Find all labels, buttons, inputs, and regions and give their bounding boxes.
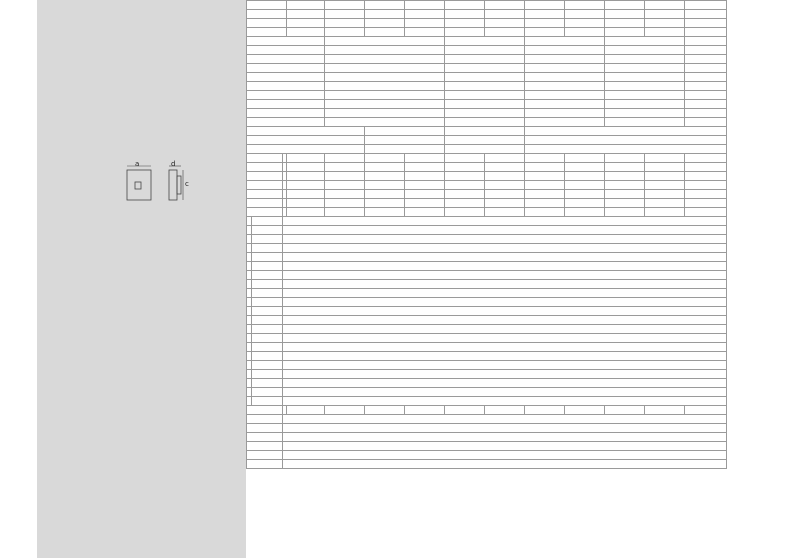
page-separate-item xyxy=(253,361,285,369)
grid-vline xyxy=(484,0,485,36)
mark-attached-item xyxy=(284,244,306,252)
grid-vline xyxy=(364,153,365,216)
value-dim-a xyxy=(602,154,642,162)
label-separate-item xyxy=(115,316,187,324)
value-connection xyxy=(284,217,486,225)
grid-vline xyxy=(324,0,325,36)
code-attached-item xyxy=(235,253,249,261)
value-capacity xyxy=(604,55,676,63)
value-capacity xyxy=(604,64,676,72)
label-dim-a xyxy=(264,154,286,162)
header-cell-pole xyxy=(524,0,566,5)
value-capacity xyxy=(684,82,756,90)
value-ui-ac xyxy=(524,10,566,18)
value-dim-b xyxy=(284,163,326,171)
header-cell-pole xyxy=(484,0,526,5)
code-separate-item xyxy=(233,289,253,297)
mark-separate-item xyxy=(284,352,306,360)
value-reverse xyxy=(246,145,308,153)
mark-separate-item xyxy=(284,316,306,324)
label-separate-item xyxy=(115,325,187,333)
label-dim-b xyxy=(264,163,286,171)
label-capacity xyxy=(37,75,79,83)
header-cell-pole xyxy=(324,0,366,5)
label-separate-item xyxy=(115,352,187,360)
value-capacity xyxy=(444,46,516,54)
value-capacity xyxy=(604,46,676,54)
mark-attached-item xyxy=(284,235,306,243)
value-dim-a xyxy=(402,154,442,162)
label-cap-ac xyxy=(147,46,179,54)
value-ui-ac xyxy=(444,10,486,18)
dim-label-d: d xyxy=(171,160,176,168)
value-ccc-cert xyxy=(684,406,766,414)
mark-attached-item xyxy=(284,226,306,234)
label-band-accessories xyxy=(37,225,246,405)
page-attached-item xyxy=(249,244,281,252)
value-ui-dc xyxy=(524,19,566,27)
value-capacity xyxy=(524,73,596,81)
code-separate-item xyxy=(233,361,253,369)
grid-vline xyxy=(444,0,445,36)
label-cap-voltage xyxy=(203,82,249,90)
page-separate-item xyxy=(253,343,285,351)
label-features xyxy=(37,460,239,468)
page-separate-item xyxy=(253,307,285,315)
label-standards xyxy=(37,406,99,414)
mark-separate-item xyxy=(284,325,306,333)
value-ui-ac xyxy=(324,10,366,18)
label-cap-voltage xyxy=(203,64,249,72)
label-attached-item xyxy=(115,235,217,243)
value-weight xyxy=(284,208,324,216)
dim-label-c: c xyxy=(185,180,189,188)
label-dim-c xyxy=(264,172,286,180)
value-capacity xyxy=(684,55,756,63)
label-trip-button xyxy=(37,451,239,459)
value-weight xyxy=(642,208,682,216)
page-attached-item xyxy=(249,235,281,243)
code-attached-item xyxy=(235,262,249,270)
value-capacity xyxy=(444,64,516,72)
value-weight xyxy=(522,208,562,216)
grid-vline xyxy=(524,153,525,216)
value-ui-dc xyxy=(444,19,486,27)
value-dim-a xyxy=(562,154,602,162)
code-separate-item xyxy=(233,343,253,351)
label-standard-gb xyxy=(99,406,251,414)
value-ui-ac xyxy=(246,10,288,18)
label-attached-item xyxy=(115,244,217,252)
label-cap-ac xyxy=(147,73,179,81)
header-cell-pole xyxy=(286,0,328,5)
label-standard-en xyxy=(99,415,251,423)
value-capacity xyxy=(684,46,756,54)
label-trip-method xyxy=(37,442,239,450)
grid-vline xyxy=(564,153,565,216)
value-ui-dc xyxy=(246,19,288,27)
value-ccc-cert xyxy=(364,406,446,414)
value-dc-use xyxy=(404,127,481,135)
value-weight xyxy=(322,208,362,216)
label-dc-use xyxy=(37,127,239,135)
label-std-jis xyxy=(77,82,149,90)
code-separate-item xyxy=(233,370,253,378)
code-separate-item xyxy=(233,307,253,315)
value-dim-a xyxy=(642,154,682,162)
value-capacity xyxy=(604,73,676,81)
label-separate xyxy=(37,289,99,297)
value-capacity xyxy=(604,100,676,108)
value-ccc-cert xyxy=(284,406,366,414)
label-ui-dc xyxy=(217,19,247,27)
value-dim-a xyxy=(442,154,482,162)
value-capacity xyxy=(246,55,318,63)
header-cell-pole xyxy=(246,0,288,5)
value-ui-dc xyxy=(324,19,366,27)
page-separate-item xyxy=(253,325,285,333)
grid-vline xyxy=(684,153,685,216)
label-attached-item xyxy=(115,262,217,270)
value-dc-use xyxy=(246,127,323,135)
value-rated-current xyxy=(684,37,746,45)
page-attached-item xyxy=(249,226,281,234)
label-reverse xyxy=(37,145,239,153)
value-dim-a xyxy=(322,154,362,162)
grid-vline xyxy=(564,0,565,36)
label-std-gb xyxy=(77,46,149,54)
grid-vline xyxy=(444,153,445,216)
mark-attached-item xyxy=(284,253,306,261)
value-features xyxy=(284,460,386,468)
grid-vline xyxy=(524,0,525,36)
value-weight xyxy=(602,208,642,216)
code-separate-item xyxy=(233,352,253,360)
value-reverse xyxy=(444,145,506,153)
label-separate-item xyxy=(115,334,187,342)
mark-separate-item xyxy=(284,307,306,315)
value-reverse xyxy=(524,145,586,153)
mark-attached-item xyxy=(284,262,306,270)
value-capacity xyxy=(324,46,396,54)
value-dc-use xyxy=(324,127,401,135)
label-attached xyxy=(37,226,99,234)
label-cap-voltage xyxy=(203,55,249,63)
value-dim-a xyxy=(362,154,402,162)
label-cap-voltage xyxy=(203,100,249,108)
grid-vline xyxy=(404,153,405,216)
grid-vline xyxy=(484,153,485,216)
label-ui xyxy=(37,10,219,18)
label-std-en xyxy=(77,91,149,99)
value-rated-current xyxy=(444,37,646,45)
mark-separate-item xyxy=(284,298,306,306)
value-en-cert xyxy=(284,415,386,423)
value-capacity xyxy=(684,73,756,81)
value-dc-use xyxy=(484,127,561,135)
label-separate-item xyxy=(115,361,187,369)
mark-separate-item xyxy=(284,370,306,378)
code-separate-item xyxy=(233,298,253,306)
value-weight xyxy=(562,208,602,216)
code-separate-item xyxy=(233,325,253,333)
grid-vline xyxy=(282,405,283,468)
label-separate-item xyxy=(115,289,187,297)
label-connection-type xyxy=(99,217,201,225)
value-capacity xyxy=(246,64,318,72)
label-separate-item xyxy=(115,343,187,351)
value-ccc-cert xyxy=(604,406,686,414)
value-trip-button xyxy=(284,451,386,459)
page-connection xyxy=(247,217,279,225)
value-capacity xyxy=(324,100,396,108)
value-capacity xyxy=(684,100,756,108)
label-connection xyxy=(37,217,99,225)
value-dim-a xyxy=(284,154,324,162)
label-capacity xyxy=(37,46,79,54)
label-isolation xyxy=(37,136,239,144)
page-attached-item xyxy=(249,262,281,270)
value-rated-current xyxy=(246,37,438,45)
label-attached-item xyxy=(115,226,217,234)
value-weight xyxy=(402,208,442,216)
header-cell-pole xyxy=(564,0,606,5)
code-separate-item xyxy=(233,316,253,324)
value-trip-method xyxy=(284,442,386,450)
dim-label-a: a xyxy=(135,160,140,168)
grid-vline xyxy=(604,0,605,36)
value-weight xyxy=(442,208,482,216)
dimension-diagram xyxy=(123,160,233,206)
label-ui-ac xyxy=(217,10,247,18)
code-attached-item xyxy=(235,244,249,252)
label-cap-voltage xyxy=(203,73,249,81)
value-capacity xyxy=(604,82,676,90)
breaker-outline-drawing xyxy=(123,160,233,206)
header-cell-rating xyxy=(37,0,239,5)
label-dim-d xyxy=(264,181,286,189)
value-capacity xyxy=(324,73,396,81)
code-attached-item xyxy=(235,226,249,234)
value-capacity xyxy=(684,64,756,72)
value-capacity xyxy=(524,55,596,63)
page-separate-item xyxy=(253,316,285,324)
grid-vline xyxy=(404,0,405,36)
mark-separate-item xyxy=(284,334,306,342)
page-separate-item xyxy=(253,334,285,342)
value-uimp xyxy=(246,28,288,36)
value-ccc-cert xyxy=(444,406,526,414)
value-capacity xyxy=(246,73,318,81)
mark-separate-item xyxy=(284,361,306,369)
value-capacity xyxy=(324,55,396,63)
value-reverse xyxy=(364,145,426,153)
value-weight xyxy=(362,208,402,216)
label-attached-item xyxy=(115,253,217,261)
label-cap-voltage xyxy=(203,46,249,54)
spec-table xyxy=(37,0,727,479)
value-capacity xyxy=(524,46,596,54)
code-attached-item xyxy=(235,235,249,243)
value-capacity xyxy=(444,55,516,63)
value-capacity xyxy=(324,64,396,72)
page-separate-item xyxy=(253,289,285,297)
label-capacity xyxy=(37,57,79,65)
value-capacity xyxy=(524,64,596,72)
value-ccc-cert xyxy=(524,406,606,414)
mark-separate-item xyxy=(284,343,306,351)
value-capacity xyxy=(444,100,516,108)
label-std-iec xyxy=(77,73,149,81)
value-capacity xyxy=(246,100,318,108)
label-uimp xyxy=(37,28,239,36)
grid-vline xyxy=(604,153,605,216)
value-isolation xyxy=(246,136,308,144)
value-capacity xyxy=(444,82,516,90)
header-cell-pole xyxy=(364,0,406,5)
page-separate-item xyxy=(253,298,285,306)
mark-separate-item xyxy=(284,289,306,297)
page-separate-item xyxy=(253,370,285,378)
header-cell-pole xyxy=(404,0,446,5)
label-cap-dc xyxy=(181,109,203,117)
code-separate-item xyxy=(233,334,253,342)
label-standard-jp xyxy=(99,424,251,432)
label-capacity xyxy=(37,84,79,92)
label-separate-item xyxy=(115,307,187,315)
label-weight xyxy=(37,208,239,216)
label-weight-unit xyxy=(264,208,286,216)
page-attached-item xyxy=(249,253,281,261)
value-jp-cert xyxy=(284,424,386,432)
label-separate-item xyxy=(115,370,187,378)
value-capacity xyxy=(524,100,596,108)
value-capacity xyxy=(324,82,396,90)
value-capacity xyxy=(246,82,318,90)
grid-vline xyxy=(644,153,645,216)
label-capacity xyxy=(37,66,79,74)
grid-vline xyxy=(644,0,645,36)
value-capacity xyxy=(444,73,516,81)
value-dim-a xyxy=(522,154,562,162)
value-dim-c xyxy=(284,172,326,180)
value-capacity xyxy=(524,82,596,90)
value-dim-d xyxy=(284,181,326,189)
header-cell-pole xyxy=(444,0,486,5)
page-separate-item xyxy=(253,352,285,360)
label-rated-current xyxy=(37,37,244,45)
value-capacity xyxy=(246,46,318,54)
grid-vline xyxy=(684,0,685,36)
value-dim-a xyxy=(482,154,522,162)
value-weight xyxy=(482,208,522,216)
header-cell-pole xyxy=(604,0,646,5)
grid-vline xyxy=(364,0,365,36)
label-separate-item xyxy=(115,298,187,306)
